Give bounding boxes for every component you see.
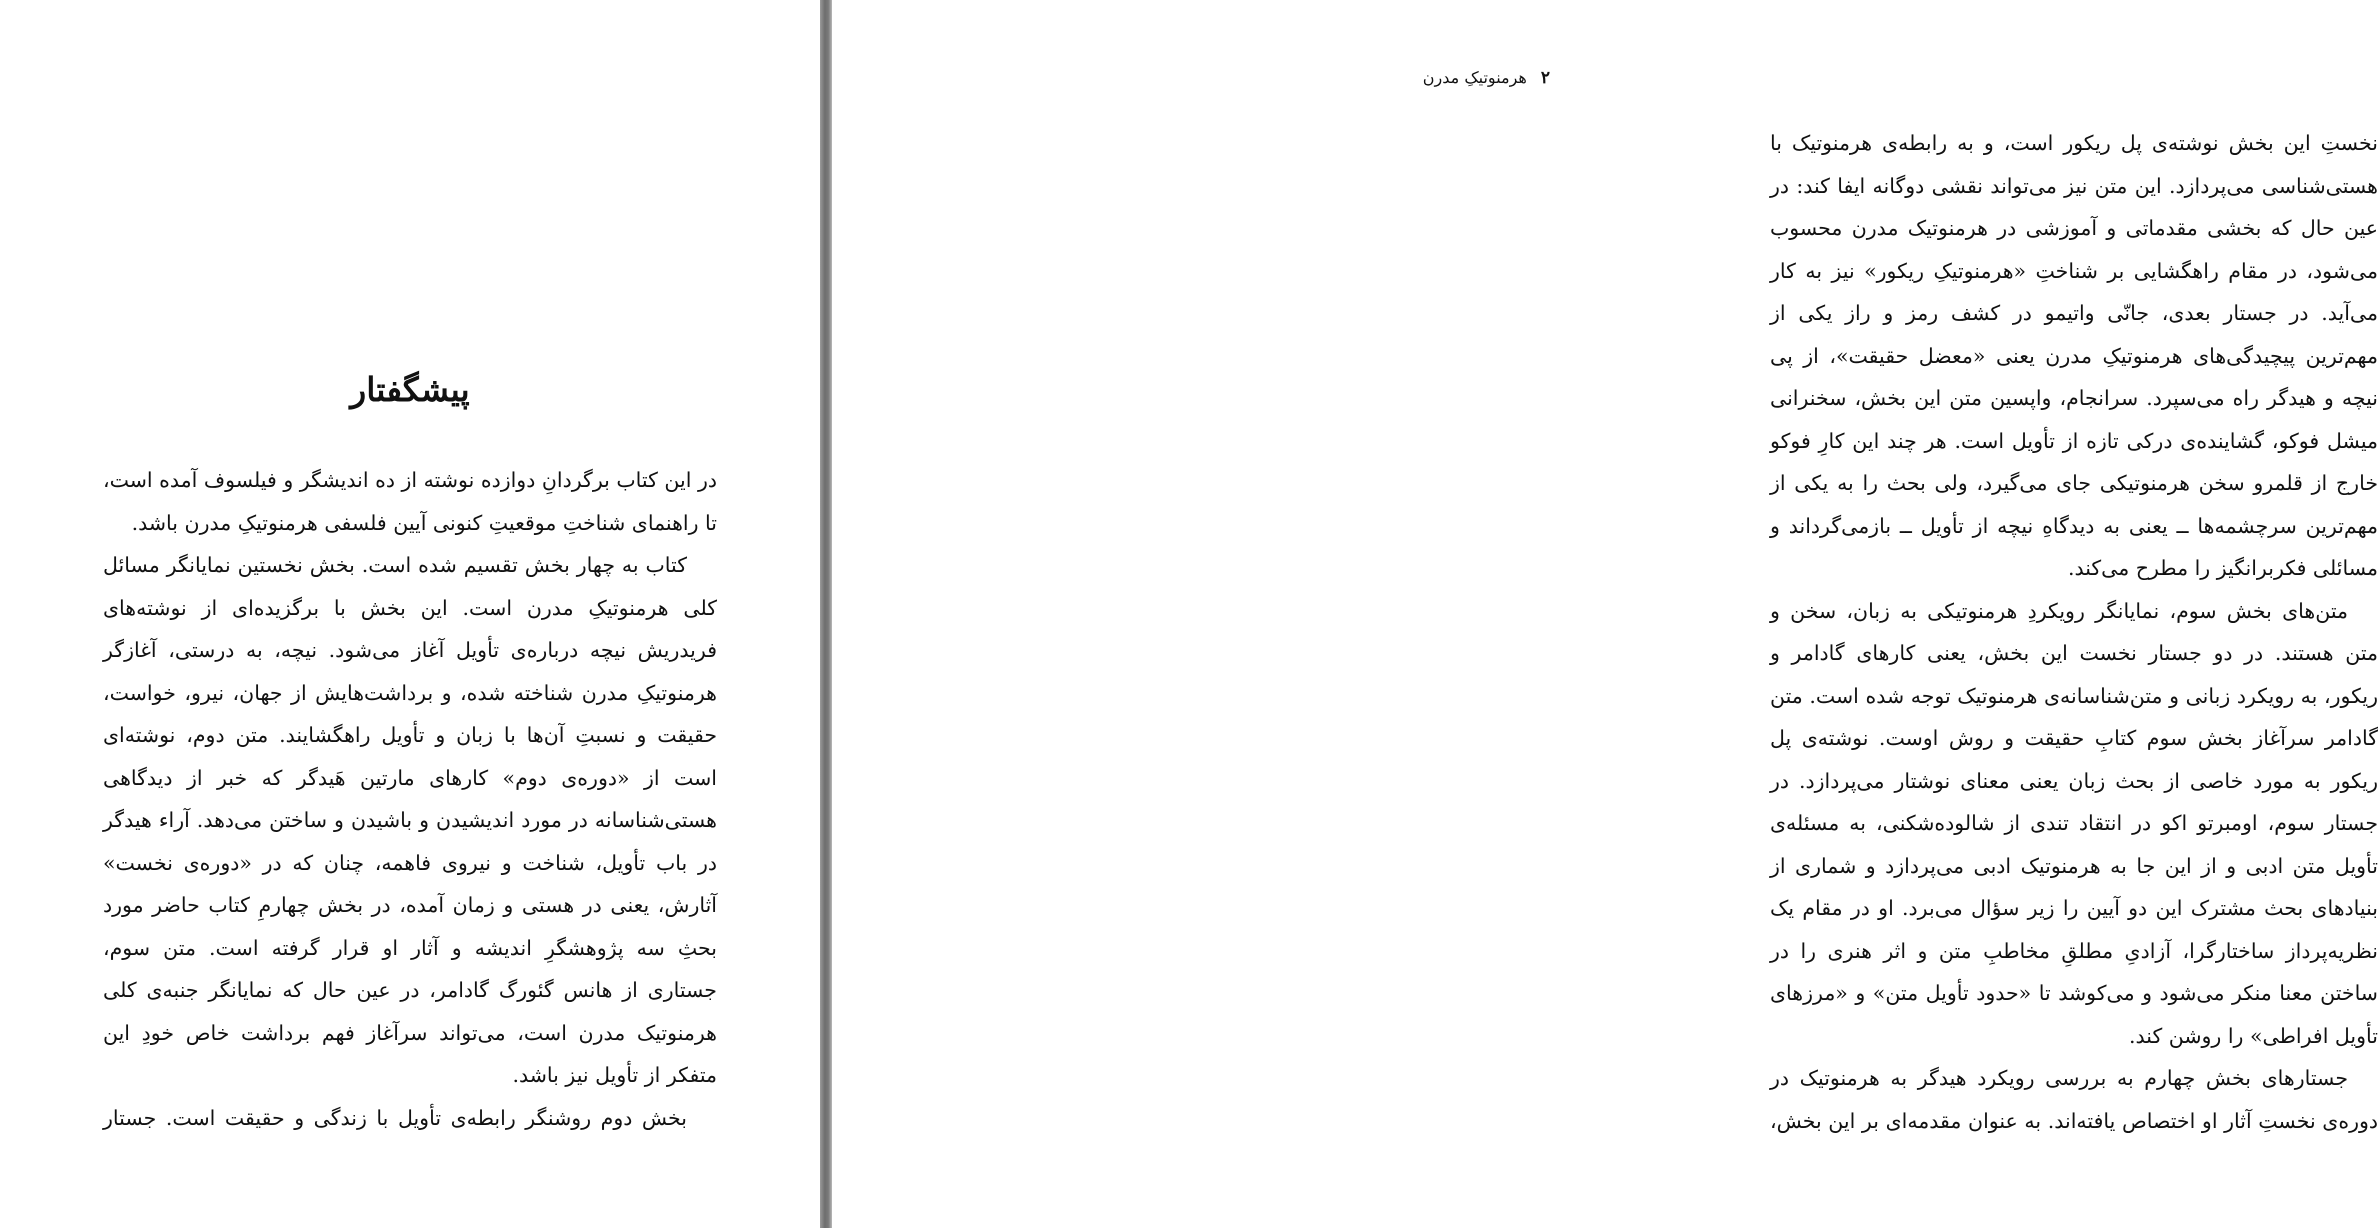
left-page bbox=[0, 0, 822, 1228]
chapter-title: پیشگفتار bbox=[350, 370, 470, 409]
paragraph: متن‌های بخش سوم، نمایانگر رویکردِ هرمنوتیکی به زبان، سخن و متن هستند. در دو جستار نخست این بخش، یعنی کارهای گادامر و ریکور، به رویکرد زبانی و متن‌شناسانه‌ی هرمنوتیک توجه شده است. متن گادامر سرآغاز بخش سوم کتابِ حقیقت و روش اوست. نوشته‌ی پل ریکور به مورد خاصی از بحث زبان یعنی معنای نوشتار می‌پردازد. در جستار سوم، اومبرتو اکو در انتقاد تندی از شالوده‌شکنی، به مسئله‌ی تأویل متن ادبی و از این جا به هرمنوتیک ادبی می‌پردازد و شماری از بنیادهای بحث مشترک این دو آیین را زیر سؤال می‌برد. او در مقام یک نظریه‌پرداز ساختارگرا، آزادیِ مطلقِ مخاطبِ متن و اثر هنری را در ساختن معنا منکر می‌شود و می‌کوشد تا «حدود تأویل متن» و «مرزهای تأویل افراطی» را روشن کند. bbox=[1770, 598, 2378, 1048]
running-head-title: هرمنوتیکِ مدرن bbox=[1422, 68, 1527, 87]
running-head bbox=[1423, 66, 1550, 90]
paragraph: در این کتاب برگردانِ دوازده نوشته از ده اندیشگر و فیلسوف آمده است، تا راهنمای شناختِ موقعیتِ کنونی آیین فلسفی هرمنوتیکِ مدرن باشد. bbox=[103, 468, 717, 535]
paragraph: نخستِ این بخش نوشته‌ی پل ریکور است، و به رابطه‌ی هرمنوتیک با هستی‌شناسی می‌پردازد. این متن نیز می‌تواند نقشی دوگانه ایفا کند: در عین حال که بخشی مقدماتی و آموزشی در هرمنوتیک مدرن محسوب می‌شود، در مقام راهگشایی بر شناختِ «هرمنوتیکِ ریکور» نیز به کار می‌آید. در جستار بعدی، جانّی واتیمو در کشف رمز و راز یکی از مهم‌ترین پیچیدگی‌های هرمنوتیکِ مدرن یعنی «معضل حقیقت»، از پی نیچه و هیدگر راه می‌سپرد. سرانجام، واپسین متن این بخش، سخنرانی میشل فوکو، گشاینده‌ی درکی تازه از تأویل است. هر چند این کارِ فوکو خارج از قلمرو سخن هرمنوتیکی جای می‌گیرد، ولی بحث را به یکی از مهم‌ترین سرچشمه‌ها ــ یعنی به دیدگاهِ نیچه از تأویل ــ بازمی‌گرداند و مسائلی فکربرانگیز را مطرح می‌کند. bbox=[1770, 131, 2378, 580]
page-divider bbox=[820, 0, 832, 1228]
left-page-body bbox=[103, 459, 717, 1139]
page-number: ۲ bbox=[1540, 68, 1550, 88]
paragraph: جستارهای بخش چهارم به بررسی رویکرد هیدگر به هرمنوتیک در دوره‌ی نخستِ آثار او اختصاص یافته‌اند. به عنوان مقدمه‌ای بر این بخش، bbox=[1770, 1066, 2378, 1133]
right-page bbox=[832, 0, 2378, 1228]
paragraph: بخش دوم روشنگر رابطه‌ی تأویل با زندگی و حقیقت است. جستار bbox=[103, 1105, 687, 1130]
paragraph: کتاب به چهار بخش تقسیم شده است. بخش نخستین نمایانگر مسائل کلی هرمنوتیکِ مدرن است. این بخش با برگزیده‌ای از نوشته‌های فریدریش نیچه درباره‌ی تأویل آغاز می‌شود. نیچه، به درستی، آغازگر هرمنوتیکِ مدرن شناخته شده، و برداشت‌هایش از جهان، نیرو، خواست، حقیقت و نسبتِ آن‌ها با زبان و تأویل راهگشایند. متن دوم، نوشته‌ای است از «دوره‌ی دوم» کارهای مارتین هَیدگر که خبر از دیدگاهی هستی‌شناسانه در مورد اندیشیدن و باشیدن و ساختن می‌دهد. آراء هیدگر در باب تأویل، شناخت و نیروی فاهمه، چنان که در «دوره‌ی نخست» آثارش، یعنی در هستی و زمان آمده، در بخش چهارمِ کتاب حاضر مورد بحثِ سه پژوهشگرِ اندیشه و آثار او قرار گرفته است. متن سوم، جستاری از هانس گئورگ گادامر، در عین حال که نمایانگر جنبه‌ی کلی هرمنوتیک مدرن است، می‌تواند سرآغاز فهم برداشت خاص خودِ این متفکر از تأویل نیز باشد. bbox=[103, 553, 717, 1087]
right-page-body bbox=[1770, 122, 2378, 1142]
